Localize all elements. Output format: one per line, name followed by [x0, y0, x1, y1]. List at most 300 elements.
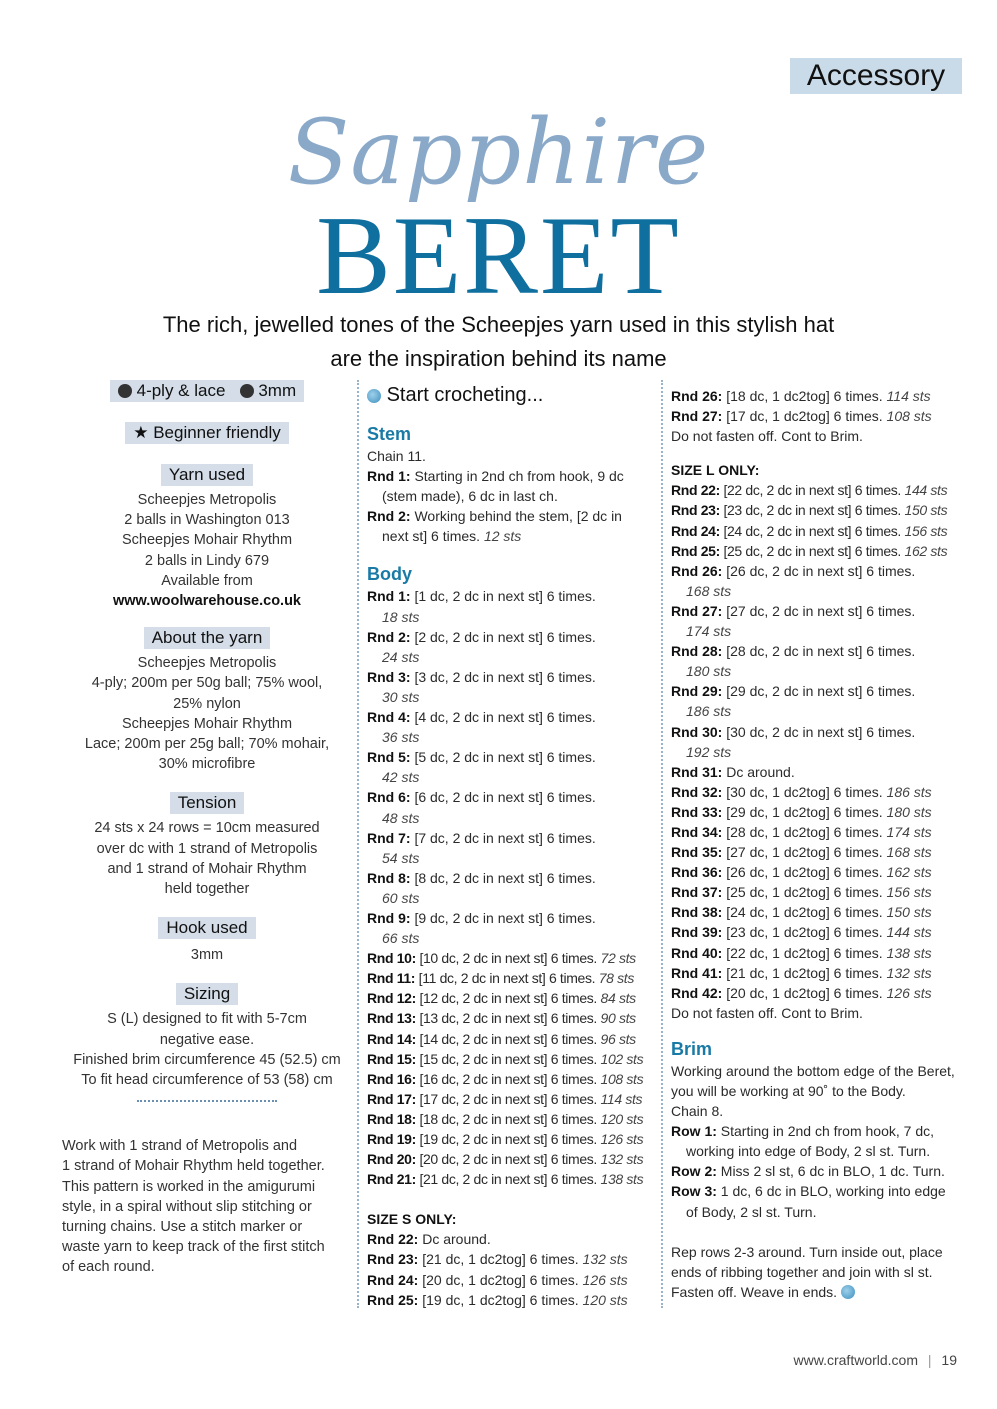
hook-value: 3mm: [190, 947, 224, 964]
pattern-round: [367, 1270, 657, 1290]
round-label: Rnd 4:: [367, 709, 411, 726]
size-s-heading: SIZE S ONLY:: [367, 1211, 457, 1228]
stitch-count: 132 sts: [600, 1151, 644, 1168]
pattern-round: [671, 521, 971, 541]
stitch-count: 186 sts: [886, 783, 932, 800]
pattern-round: [671, 641, 971, 661]
round-label: Rnd 24:: [367, 1271, 419, 1288]
body-wrapped-rounds: [367, 586, 657, 948]
round-text: [25 dc, 2 dc in next st] 6 times.: [723, 542, 901, 559]
round-text: [27 dc, 1 dc2tog] 6 times.: [726, 844, 883, 861]
brim-intro-line: you will be working at 90˚ to the Body.: [671, 1083, 906, 1099]
round-label: Rnd 38:: [671, 904, 723, 921]
brim-end-text: Fasten off. Weave in ends.: [671, 1283, 838, 1300]
about-line: 25% nylon: [173, 695, 241, 712]
round-text: [26 dc, 2 dc in next st] 6 times.: [726, 562, 916, 579]
pattern-round: [367, 1109, 657, 1129]
tension-line: over dc with 1 strand of Metropolis: [96, 840, 318, 857]
round-label: Rnd 36:: [671, 864, 723, 881]
round-label: Rnd 22:: [671, 482, 720, 499]
pattern-round: [367, 968, 657, 988]
pattern-round: [367, 1008, 657, 1028]
round-label: Rnd 22:: [367, 1231, 419, 1248]
stitch-count: 180 sts: [886, 803, 932, 820]
stitch-count: 126 sts: [886, 984, 932, 1001]
row-cont: working into edge of Body, 2 sl st. Turn.: [686, 1143, 931, 1160]
stitch-count: 180 sts: [686, 663, 732, 680]
round-label: Rnd 10:: [367, 950, 416, 967]
pattern-round: [367, 1069, 657, 1089]
weight-label: 4-ply & lace: [136, 381, 226, 400]
round-text: [19 dc, 1 dc2tog] 6 times.: [422, 1291, 579, 1308]
round-label: Rnd 26:: [671, 388, 723, 404]
round-cont: [367, 607, 657, 627]
round-text: [12 dc, 2 dc in next st] 6 times.: [419, 990, 597, 1007]
star-icon: ★: [133, 423, 149, 442]
round-cont: [367, 687, 657, 707]
pattern-round: [367, 747, 657, 767]
stitch-count: 60 sts: [382, 889, 420, 906]
pattern-round: [367, 707, 657, 727]
sizing-line: Finished brim circumference 45 (52.5) cm: [73, 1051, 341, 1068]
round-cont: [671, 621, 971, 641]
yarn-used-line: Scheepjes Mohair Rhythm: [121, 532, 293, 549]
size-l-heading: SIZE L ONLY:: [671, 462, 760, 479]
stitch-count: 72 sts: [600, 950, 636, 967]
round-cont: [367, 928, 657, 948]
yarn-used-list: [62, 490, 352, 611]
round-label: Rnd 5:: [367, 749, 411, 766]
round-text: [23 dc, 1 dc2tog] 6 times.: [726, 924, 883, 941]
body-heading: Body: [367, 564, 412, 585]
round-label: Rnd 29:: [671, 683, 723, 700]
round-text: [29 dc, 2 dc in next st] 6 times.: [726, 683, 916, 700]
about-line: Scheepjes Mohair Rhythm: [121, 715, 293, 732]
pattern-round: [671, 983, 971, 1003]
weight-badge: [110, 380, 304, 402]
pattern-round: [367, 868, 657, 888]
yarn-ball-icon: [841, 1285, 855, 1299]
pattern-round: [671, 822, 971, 842]
tension-text: [62, 818, 352, 899]
hook-heading: Hook used: [158, 917, 255, 939]
round-label: Rnd 16:: [367, 1070, 416, 1087]
round-label: Rnd 8:: [367, 869, 411, 886]
round-label: Rnd 24:: [671, 522, 720, 539]
tension-heading: Tension: [170, 792, 245, 814]
about-line: 4-ply; 200m per 50g ball; 75% wool,: [91, 675, 323, 692]
about-line: 30% microfibre: [158, 756, 256, 773]
footer-site[interactable]: www.craftworld.com: [793, 1352, 918, 1368]
round-label: Rnd 13:: [367, 1010, 416, 1027]
round-text: [9 dc, 2 dc in next st] 6 times.: [414, 909, 596, 926]
row-label: Row 1:: [671, 1123, 717, 1140]
pattern-round: [671, 722, 971, 742]
round-text: [14 dc, 2 dc in next st] 6 times.: [419, 1030, 597, 1047]
pattern-round: [367, 1149, 657, 1169]
tension-line: 24 sts x 24 rows = 10cm measured: [94, 820, 320, 837]
stitch-count: 162 sts: [886, 864, 932, 881]
sizing-heading: Sizing: [176, 983, 238, 1005]
round-text: [13 dc, 2 dc in next st] 6 times.: [419, 1010, 597, 1027]
round-label: Rnd 33:: [671, 803, 723, 820]
brim-end-line: ends of ribbing together and join with sl st.: [671, 1263, 933, 1280]
round-cont: [671, 742, 971, 762]
about-yarn-heading: About the yarn: [144, 627, 271, 649]
stem-heading: Stem: [367, 424, 412, 444]
round-text: [11 dc, 2 dc in next st] 6 times.: [418, 970, 596, 987]
stitch-count: 66 sts: [382, 930, 420, 947]
round-text: [5 dc, 2 dc in next st] 6 times.: [414, 749, 596, 766]
pattern-round: [671, 561, 971, 581]
stitch-count: 192 sts: [686, 743, 732, 760]
footer-separator: |: [927, 1352, 932, 1368]
pattern-round: [367, 1129, 657, 1149]
round-label: Rnd 37:: [671, 884, 723, 901]
yarn-used-line: 2 balls in Washington 013: [124, 512, 290, 529]
size-l-wrapped-rounds: [671, 561, 971, 762]
round-label: Rnd 3:: [367, 668, 411, 685]
row-label: Row 2:: [671, 1163, 717, 1180]
round-text: [2 dc, 2 dc in next st] 6 times.: [414, 628, 596, 645]
round-label: Rnd 40:: [671, 944, 723, 961]
round-label: Rnd 34:: [671, 823, 723, 840]
round-text: [21 dc, 2 dc in next st] 6 times.: [419, 1171, 597, 1188]
stitch-count: 150 sts: [904, 502, 948, 519]
stitch-count: 144 sts: [904, 482, 948, 499]
brim-intro-line: Chain 8.: [671, 1103, 724, 1120]
stitch-count: 102 sts: [600, 1050, 644, 1067]
round-label: Rnd 42:: [671, 984, 723, 1001]
size-l-end: Do not fasten off. Cont to Brim.: [671, 1004, 863, 1021]
yarn-used-line: Available from: [161, 572, 253, 589]
stitch-count: 108 sts: [600, 1070, 644, 1087]
round-label: Rnd 2:: [367, 508, 411, 525]
row-text: Miss 2 sl st, 6 dc in BLO, 1 dc. Turn.: [720, 1163, 945, 1180]
stitch-count: 138 sts: [886, 944, 932, 961]
round-cont: [671, 661, 971, 681]
pattern-round: [671, 681, 971, 701]
standfirst-line: The rich, jewelled tones of the Scheepjes yarn used in this stylish hat: [162, 312, 835, 337]
round-text: [3 dc, 2 dc in next st] 6 times.: [414, 668, 596, 685]
size-s-cont-rounds: [671, 386, 971, 426]
round-label: Rnd 39:: [671, 924, 723, 941]
stitch-count: 84 sts: [600, 990, 636, 1007]
notes-line: turning chains. Use a stitch marker or: [62, 1219, 303, 1236]
stitch-count: 132 sts: [886, 964, 932, 981]
size-l-inline-rounds: [671, 480, 971, 560]
round-label: Rnd 25:: [671, 542, 720, 559]
stitch-count: 78 sts: [598, 970, 634, 987]
pattern-round: [367, 667, 657, 687]
pattern-round: [671, 406, 971, 426]
yarn-used-line: 2 balls in Lindy 679: [144, 552, 270, 569]
size-s-rounds: [367, 1229, 657, 1309]
stitch-count: 120 sts: [600, 1110, 644, 1127]
stitch-count: 114 sts: [600, 1090, 643, 1107]
round-label: Rnd 11:: [367, 970, 416, 987]
standfirst-line: are the inspiration behind its name: [330, 346, 667, 371]
size-l-dec-rounds: [671, 782, 971, 1003]
row-text: Starting in 2nd ch from hook, 7 dc,: [720, 1123, 935, 1140]
round-text: [21 dc, 1 dc2tog] 6 times.: [726, 964, 883, 981]
column-divider: [357, 380, 359, 1308]
about-yarn-list: [62, 653, 352, 774]
round-text: [10 dc, 2 dc in next st] 6 times.: [419, 950, 597, 967]
stitch-count: 108 sts: [886, 408, 932, 425]
notes-line: 1 strand of Mohair Rhythm held together.: [62, 1158, 325, 1175]
level-label: Beginner friendly: [153, 423, 281, 442]
pattern-round: [671, 601, 971, 621]
stitch-count: 48 sts: [382, 809, 420, 826]
round-cont: [671, 581, 971, 601]
brim-heading: Brim: [671, 1038, 713, 1059]
dotted-divider: [137, 1100, 277, 1102]
round-text: [30 dc, 1 dc2tog] 6 times.: [726, 783, 883, 800]
round-text: [28 dc, 1 dc2tog] 6 times.: [726, 823, 883, 840]
stitch-count: 174 sts: [886, 823, 932, 840]
stitch-count: 156 sts: [904, 522, 948, 539]
footer: [794, 1352, 957, 1368]
round-cont: [367, 647, 657, 667]
pattern-round: [367, 1249, 657, 1269]
round-text: [29 dc, 1 dc2tog] 6 times.: [726, 803, 883, 820]
brim-end-line: [671, 1282, 971, 1302]
round-label: Rnd 30:: [671, 723, 723, 740]
round-text: [23 dc, 2 dc in next st] 6 times.: [723, 502, 901, 519]
stitch-count: 126 sts: [600, 1131, 644, 1147]
round-label: Rnd 9:: [367, 909, 411, 926]
pattern-round: [367, 1049, 657, 1069]
round-text: [19 dc, 2 dc in next st] 6 times.: [419, 1131, 597, 1147]
stitch-count: 138 sts: [600, 1171, 644, 1188]
yarn-used-heading: Yarn used: [161, 464, 253, 486]
supplier-link[interactable]: www.woolwarehouse.co.uk: [113, 593, 301, 610]
yarn-used-line: Scheepjes Metropolis: [137, 492, 277, 508]
notes-line: style, in a spiral without slip stitching or: [62, 1198, 312, 1215]
column-divider: [661, 380, 663, 1308]
round-label: Rnd 18:: [367, 1110, 416, 1127]
round-text: Starting in 2nd ch from hook, 9 dc: [414, 468, 624, 485]
pattern-round: [671, 862, 971, 882]
round-text: [24 dc, 2 dc in next st] 6 times.: [723, 522, 901, 539]
pattern-round: [671, 762, 971, 782]
pattern-round: [367, 787, 657, 807]
stem-intro: Chain 11.: [367, 448, 426, 464]
pattern-round: [671, 902, 971, 922]
row-label: Row 3:: [671, 1183, 717, 1200]
round-cont: [367, 526, 657, 546]
stitch-count: 132 sts: [582, 1251, 628, 1268]
round-text: [20 dc, 1 dc2tog] 6 times.: [726, 984, 883, 1001]
pattern-round: [367, 506, 657, 526]
round-label: Rnd 17:: [367, 1090, 416, 1107]
pattern-column-2: [367, 380, 657, 1310]
round-cont: [367, 727, 657, 747]
hook-badge-label: 3mm: [258, 381, 297, 400]
round-text: [25 dc, 1 dc2tog] 6 times.: [726, 884, 883, 901]
size-s-end: Do not fasten off. Cont to Brim.: [671, 428, 863, 445]
pattern-round: [671, 922, 971, 942]
stitch-count: 162 sts: [904, 542, 948, 559]
sizing-line: S (L) designed to fit with 5-7cm: [107, 1011, 307, 1028]
round-text: [6 dc, 2 dc in next st] 6 times.: [414, 789, 596, 806]
brim-row: [671, 1181, 971, 1201]
pattern-round: [671, 842, 971, 862]
notes-line: Work with 1 strand of Metropolis and: [62, 1138, 298, 1155]
sizing-line: To fit head circumference of 53 (58) cm: [81, 1072, 333, 1089]
stitch-count: 24 sts: [382, 648, 420, 665]
brim-end-line: Rep rows 2-3 around. Turn inside out, place: [671, 1243, 943, 1260]
pattern-round: [671, 541, 971, 561]
round-text: next st] 6 times.: [382, 528, 481, 545]
round-text: Working behind the stem, [2 dc in: [414, 508, 622, 525]
round-label: Rnd 6:: [367, 789, 411, 806]
pattern-round: [367, 586, 657, 606]
pattern-round: [367, 948, 657, 968]
round-label: Rnd 14:: [367, 1030, 416, 1047]
hook-icon: [240, 384, 254, 398]
yarn-ball-icon: [367, 389, 381, 403]
round-label: Rnd 25:: [367, 1291, 419, 1308]
pattern-round: [671, 943, 971, 963]
level-badge: [125, 422, 289, 444]
stitch-count: 126 sts: [582, 1271, 628, 1288]
stitch-count: 186 sts: [686, 703, 732, 720]
pattern-round: [367, 627, 657, 647]
round-cont: [367, 767, 657, 787]
pattern-round: [367, 988, 657, 1008]
page-number: 19: [941, 1352, 957, 1368]
yarn-ball-icon: [118, 384, 132, 398]
title-script: Sapphire: [287, 100, 710, 205]
pattern-round: [671, 882, 971, 902]
round-cont: [671, 701, 971, 721]
brim-intro-line: Working around the bottom edge of the Beret,: [671, 1062, 955, 1079]
row-text: 1 dc, 6 dc in BLO, working into edge: [720, 1183, 946, 1200]
notes: [62, 1136, 352, 1277]
about-line: Scheepjes Metropolis: [137, 655, 277, 672]
brim-row: [671, 1121, 971, 1141]
round-label: Rnd 7:: [367, 829, 411, 846]
stitch-count: 96 sts: [600, 1030, 636, 1047]
stitch-count: 18 sts: [382, 608, 420, 625]
round-text: [16 dc, 2 dc in next st] 6 times.: [419, 1070, 597, 1087]
round-text: [28 dc, 2 dc in next st] 6 times.: [726, 643, 916, 660]
round-text: [27 dc, 2 dc in next st] 6 times.: [726, 602, 916, 619]
notes-line: waste yarn to keep track of the first stitch: [62, 1239, 325, 1256]
pattern-round: [671, 782, 971, 802]
round-label: Rnd 23:: [671, 502, 720, 519]
round-text: [17 dc, 1 dc2tog] 6 times.: [726, 408, 883, 425]
round-label: Rnd 35:: [671, 844, 723, 861]
stitch-count: 120 sts: [582, 1291, 628, 1308]
pattern-round: [671, 963, 971, 983]
round-label: Rnd 41:: [671, 964, 723, 981]
round-label: Rnd 27:: [671, 602, 723, 619]
info-sidebar: [62, 380, 352, 1278]
round-text: [22 dc, 2 dc in next st] 6 times.: [723, 482, 901, 499]
brim-end: [671, 1242, 971, 1302]
round-label: Rnd 20:: [367, 1151, 416, 1168]
round-label: Rnd 12:: [367, 990, 416, 1007]
start-heading: [367, 380, 657, 410]
page-title: BERET: [316, 194, 681, 318]
tension-line: and 1 strand of Mohair Rhythm: [107, 860, 307, 877]
row-cont: of Body, 2 sl st. Turn.: [686, 1203, 817, 1220]
round-label: Rnd 26:: [671, 562, 723, 579]
pattern-round: [671, 500, 971, 520]
round-text: [21 dc, 1 dc2tog] 6 times.: [422, 1251, 579, 1268]
round-text: [26 dc, 1 dc2tog] 6 times.: [726, 864, 883, 881]
round-label: Rnd 2:: [367, 628, 411, 645]
brim-row: [671, 1161, 971, 1181]
round-label: Rnd 32:: [671, 783, 723, 800]
round-label: Rnd 21:: [367, 1171, 416, 1188]
pattern-round: [671, 480, 971, 500]
pattern-round: [367, 1290, 657, 1310]
stitch-count: 114 sts: [886, 388, 931, 404]
pattern-column-3: [671, 386, 971, 1302]
round-text: [24 dc, 1 dc2tog] 6 times.: [726, 904, 883, 921]
round-cont: [367, 888, 657, 908]
pattern-round: [367, 1169, 657, 1189]
stitch-count: 168 sts: [886, 844, 932, 861]
sizing-text: [62, 1009, 352, 1090]
about-line: Lace; 200m per 25g ball; 70% mohair,: [84, 736, 330, 753]
notes-line: of each round.: [62, 1259, 155, 1276]
pattern-round: [367, 1229, 657, 1249]
pattern-round: [671, 802, 971, 822]
pattern-round: [367, 1029, 657, 1049]
round-label: Rnd 1:: [367, 588, 411, 605]
notes-line: This pattern is worked in the amigurumi: [62, 1178, 316, 1195]
round-text: [30 dc, 2 dc in next st] 6 times.: [726, 723, 916, 740]
round-text: [18 dc, 1 dc2tog] 6 times.: [726, 388, 883, 404]
stitch-count: 36 sts: [382, 729, 420, 746]
round-text: [22 dc, 1 dc2tog] 6 times.: [726, 944, 883, 961]
round-text: [18 dc, 2 dc in next st] 6 times.: [419, 1110, 597, 1127]
round-text: Dc around.: [726, 763, 795, 780]
stitch-count: 54 sts: [382, 849, 420, 866]
round-label: Rnd 15:: [367, 1050, 416, 1067]
stitch-count: 144 sts: [886, 924, 932, 941]
start-label: Start crocheting...: [386, 384, 544, 406]
stitch-count: 150 sts: [886, 904, 932, 921]
round-label: Rnd 19:: [367, 1131, 416, 1147]
round-text: [20 dc, 1 dc2tog] 6 times.: [422, 1271, 579, 1288]
round-label: Rnd 31:: [671, 763, 723, 780]
pattern-round: [367, 828, 657, 848]
round-text: [4 dc, 2 dc in next st] 6 times.: [414, 709, 596, 726]
round-text: Dc around.: [422, 1231, 491, 1248]
pattern-round: [367, 1089, 657, 1109]
tension-line: held together: [164, 881, 250, 898]
round-text: [17 dc, 2 dc in next st] 6 times.: [419, 1090, 597, 1107]
pattern-round: [367, 466, 657, 486]
round-text: [15 dc, 2 dc in next st] 6 times.: [419, 1050, 597, 1067]
stitch-count: 30 sts: [382, 688, 420, 705]
round-text: [20 dc, 2 dc in next st] 6 times.: [419, 1151, 597, 1168]
round-cont: [367, 848, 657, 868]
pattern-round: [671, 386, 971, 406]
stitch-count: 12 sts: [483, 528, 522, 545]
round-label: Rnd 1:: [367, 468, 411, 485]
stitch-count: 42 sts: [382, 769, 420, 786]
round-cont: (stem made), 6 dc in last ch.: [382, 488, 558, 505]
round-label: Rnd 23:: [367, 1251, 419, 1268]
round-label: Rnd 28:: [671, 643, 723, 660]
